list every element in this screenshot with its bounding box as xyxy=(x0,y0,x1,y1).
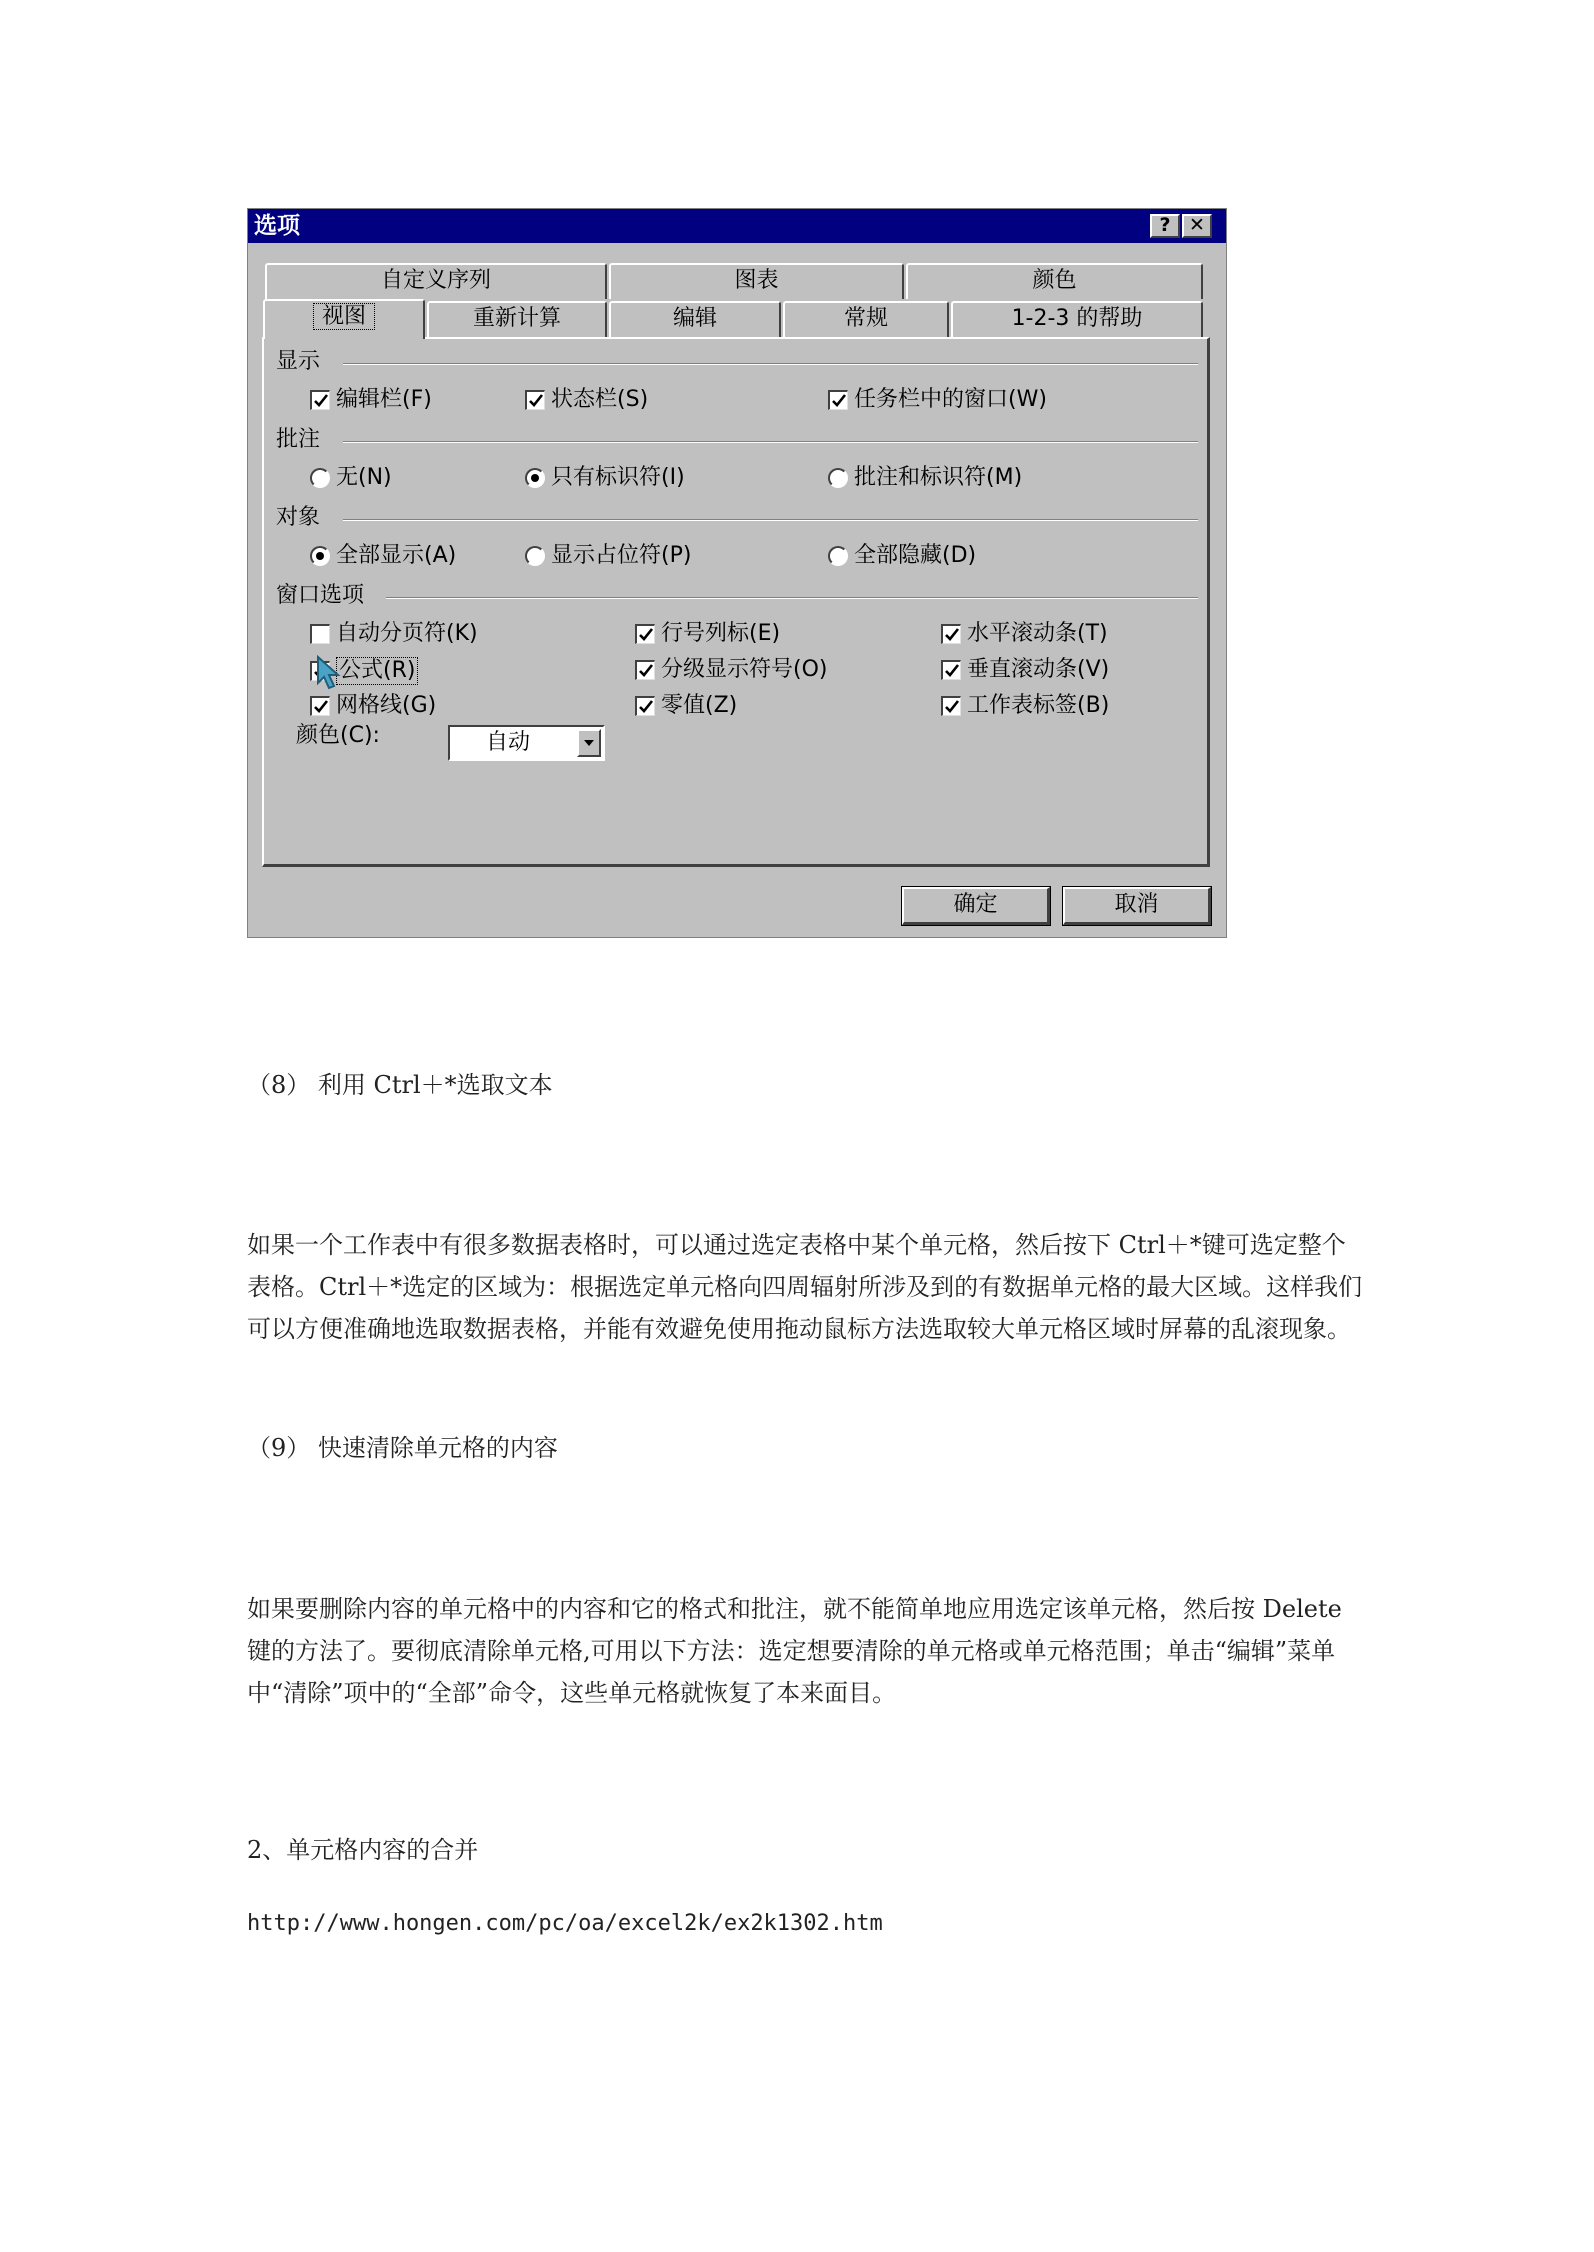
option-label: 无 xyxy=(336,465,359,490)
option-label: 全部显示 xyxy=(336,543,425,568)
option-key: (I) xyxy=(661,465,685,490)
option-key: (Z) xyxy=(705,693,738,718)
option-comments-and-indicator[interactable] xyxy=(828,465,1022,491)
option-taskbar-windows[interactable] xyxy=(828,387,1047,413)
option-label: 状态栏 xyxy=(551,387,618,412)
heading-9: （9） 快速清除单元格的内容 xyxy=(247,1434,558,1462)
tab-label: 颜色 xyxy=(1032,268,1077,293)
option-label: 网格线 xyxy=(336,693,403,718)
option-key: (M) xyxy=(986,465,1023,490)
option-label: 只有标识符 xyxy=(551,465,662,490)
option-gridlines[interactable] xyxy=(310,693,436,719)
radio[interactable] xyxy=(828,468,848,488)
option-key: (G) xyxy=(402,693,437,718)
option-formula-bar[interactable] xyxy=(310,387,432,413)
checkbox[interactable] xyxy=(941,696,961,716)
option-zero-values[interactable] xyxy=(635,693,737,719)
radio[interactable] xyxy=(310,546,330,566)
option-key: (O) xyxy=(793,657,828,682)
option-key: (E) xyxy=(749,621,781,646)
option-row-col-headers[interactable] xyxy=(635,621,780,647)
group-separator xyxy=(343,363,1198,365)
option-key: (R) xyxy=(383,658,416,683)
help-button[interactable] xyxy=(1150,214,1180,238)
cancel-button-label: 取消 xyxy=(1114,892,1159,917)
tab-label: 编辑 xyxy=(672,306,717,331)
paragraph-9: 如果要删除内容的单元格中的内容和它的格式和批注，就不能简单地应用选定该单元格，然后按 Delete 键的方法了。要彻底清除单元格,可用以下方法：选定想要清除的单元格或单元格范围；单击“编辑”菜单中“清除”项中的“全部”命令，这些单元格就恢复了本来面目。 xyxy=(247,1595,1342,1707)
tab-color[interactable] xyxy=(906,263,1203,299)
option-key: (V) xyxy=(1077,657,1110,682)
group-separator xyxy=(386,597,1198,599)
option-label: 自动分页符 xyxy=(336,621,447,646)
paragraph-8: 如果一个工作表中有很多数据表格时，可以通过选定表格中某个单元格，然后按下 Ctrl＋*键可选定整个表格。Ctrl＋*选定的区域为：根据选定单元格向四周辐射所涉及到的有数据单元格的最大区域。这样我们可以方便准确地选取数据表格，并能有效避免使用拖动鼠标方法选取较大单元格区域时屏幕的乱滚现象。 xyxy=(247,1231,1363,1343)
option-label: 公式 xyxy=(339,658,384,683)
group-title-display: 显示 xyxy=(276,349,326,375)
radio[interactable] xyxy=(525,468,545,488)
option-key: (A) xyxy=(424,543,457,568)
heading-8: （8） 利用 Ctrl＋*选取文本 xyxy=(247,1071,553,1099)
option-horizontal-scrollbar[interactable] xyxy=(941,621,1108,647)
option-key: (D) xyxy=(942,543,977,568)
option-objects-show-all[interactable] xyxy=(310,543,456,569)
close-button[interactable] xyxy=(1182,214,1212,238)
tab-label: 图表 xyxy=(734,268,779,293)
chevron-down-icon xyxy=(583,739,595,747)
radio-dot xyxy=(316,552,324,560)
dialog-title: 选项 xyxy=(254,213,300,239)
option-label: 全部隐藏 xyxy=(854,543,943,568)
mouse-cursor-icon xyxy=(316,655,342,691)
option-vertical-scrollbar[interactable] xyxy=(941,657,1109,683)
option-objects-placeholders[interactable] xyxy=(525,543,691,569)
option-objects-hide-all[interactable] xyxy=(828,543,976,569)
option-label: 任务栏中的窗口 xyxy=(854,387,1009,412)
option-label: 编辑栏 xyxy=(336,387,403,412)
group-title-comments: 批注 xyxy=(276,427,326,453)
dialog-titlebar[interactable] xyxy=(248,209,1226,243)
ok-button-label: 确定 xyxy=(953,892,998,917)
tab-calculation[interactable] xyxy=(427,301,607,337)
option-page-breaks[interactable] xyxy=(310,621,478,647)
option-label: 水平滚动条 xyxy=(967,621,1078,646)
option-key: (N) xyxy=(358,465,392,490)
option-status-bar[interactable] xyxy=(525,387,648,413)
radio[interactable] xyxy=(310,468,330,488)
tab-general[interactable] xyxy=(783,301,949,337)
option-label: 行号列标 xyxy=(661,621,750,646)
tab-custom-lists[interactable] xyxy=(265,263,607,299)
tab-panel-view xyxy=(262,337,1210,867)
option-key: (K) xyxy=(446,621,478,646)
checkbox[interactable] xyxy=(635,624,655,644)
color-label: 颜色(C): xyxy=(296,723,380,748)
options-dialog xyxy=(247,208,1227,938)
checkbox[interactable] xyxy=(525,390,545,410)
option-key: (T) xyxy=(1077,621,1108,646)
radio[interactable] xyxy=(828,546,848,566)
checkbox[interactable] xyxy=(828,390,848,410)
option-outline-symbols[interactable] xyxy=(635,657,828,683)
option-comments-indicator-only[interactable] xyxy=(525,465,685,491)
cancel-button[interactable] xyxy=(1063,887,1211,925)
group-separator xyxy=(343,519,1198,521)
tab-view[interactable] xyxy=(263,299,425,339)
option-label: 批注和标识符 xyxy=(854,465,987,490)
option-label-focused xyxy=(336,657,418,685)
tab-chart[interactable] xyxy=(609,263,904,299)
option-label: 显示占位符 xyxy=(551,543,662,568)
option-key: (W) xyxy=(1008,387,1047,412)
option-label: 工作表标签 xyxy=(967,693,1078,718)
tab-edit[interactable] xyxy=(609,301,781,337)
dropdown-button[interactable] xyxy=(577,729,601,757)
tab-label: 常规 xyxy=(843,306,888,331)
ok-button[interactable] xyxy=(902,887,1050,925)
tab-label: 视图 xyxy=(313,303,375,330)
option-comments-none[interactable] xyxy=(310,465,392,491)
checkbox[interactable] xyxy=(635,660,655,680)
option-key: (B) xyxy=(1077,693,1110,718)
group-title-window-options: 窗口选项 xyxy=(276,583,370,609)
option-sheet-tabs[interactable] xyxy=(941,693,1109,719)
checkbox[interactable] xyxy=(310,696,330,716)
option-label: 垂直滚动条 xyxy=(967,657,1078,682)
option-key: (F) xyxy=(402,387,432,412)
radio[interactable] xyxy=(525,546,545,566)
group-separator xyxy=(343,441,1198,443)
option-key: (S) xyxy=(617,387,649,412)
radio-dot xyxy=(531,474,539,482)
tab-lotus-help[interactable] xyxy=(951,301,1203,337)
tab-label: 重新计算 xyxy=(472,306,561,331)
help-icon: ? xyxy=(1159,214,1171,236)
checkbox[interactable] xyxy=(310,624,330,644)
checkbox[interactable] xyxy=(635,696,655,716)
option-label: 分级显示符号 xyxy=(661,657,794,682)
option-label: 零值 xyxy=(661,693,706,718)
tab-label: 1-2-3 的帮助 xyxy=(1011,306,1143,331)
color-select-value: 自动 xyxy=(486,730,531,755)
close-icon: ✕ xyxy=(1189,214,1205,236)
tab-label: 自定义序列 xyxy=(380,268,491,293)
option-key: (P) xyxy=(661,543,692,568)
color-select[interactable] xyxy=(448,725,605,761)
group-title-objects: 对象 xyxy=(276,505,326,531)
source-url[interactable]: http://www.hongen.com/pc/oa/excel2k/ex2k1302.htm xyxy=(247,1911,883,1936)
section-heading-2: 2、单元格内容的合并 xyxy=(247,1836,479,1864)
checkbox[interactable] xyxy=(941,660,961,680)
checkbox[interactable] xyxy=(310,390,330,410)
checkbox[interactable] xyxy=(941,624,961,644)
